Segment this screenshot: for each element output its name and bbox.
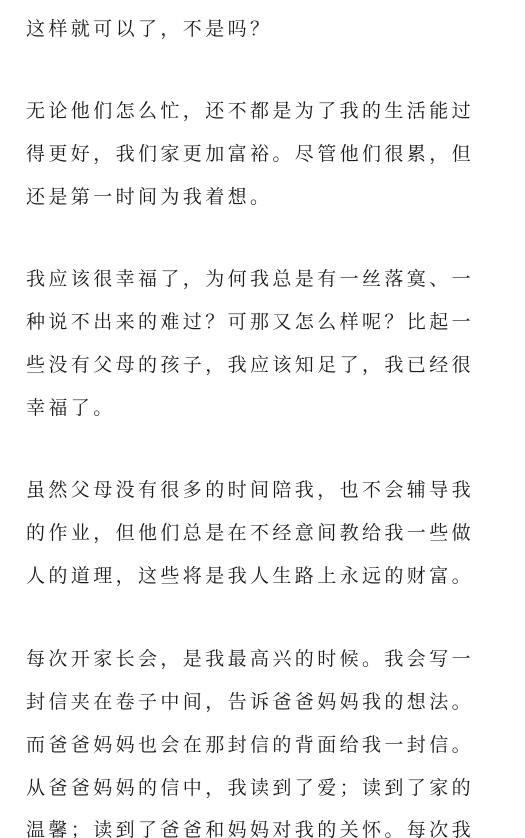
text-line: 些没有父母的孩子，我应该知足了，我已经很	[26, 354, 475, 376]
text-line: 的作业，但他们总是在不经意间教给我一些做	[26, 522, 475, 544]
text-line: 这样就可以了，不是吗？	[26, 18, 273, 40]
text-line: 种说不出来的难过？可那又怎么样呢？比起一	[26, 311, 475, 333]
text-line: 幸福了。	[26, 397, 116, 419]
text-line: 我应该很幸福了，为何我总是有一丝落寞、一	[26, 268, 475, 290]
text-line: 得更好，我们家更加富裕。尽管他们很累，但	[26, 143, 475, 165]
text-line: 而爸爸妈妈也会在那封信的背面给我一封信。	[26, 734, 475, 756]
text-line: 还是第一时间为我着想。	[26, 186, 273, 208]
text-line: 虽然父母没有很多的时间陪我，也不会辅导我	[26, 479, 475, 501]
text-line: 温馨；读到了爸爸和妈妈对我的关怀。每次我	[26, 819, 475, 838]
text-line: 无论他们怎么忙，还不都是为了我的生活能过	[26, 100, 475, 122]
text-line: 从爸爸妈妈的信中，我读到了爱；读到了家的	[26, 777, 475, 799]
text-line: 人的道理，这些将是我人生路上永远的财富。	[26, 565, 475, 587]
text-line: 封信夹在卷子中间，告诉爸爸妈妈我的想法。	[26, 691, 475, 713]
text-line: 每次开家长会，是我最高兴的时候。我会写一	[26, 648, 475, 670]
article-body	[26, 0, 506, 838]
